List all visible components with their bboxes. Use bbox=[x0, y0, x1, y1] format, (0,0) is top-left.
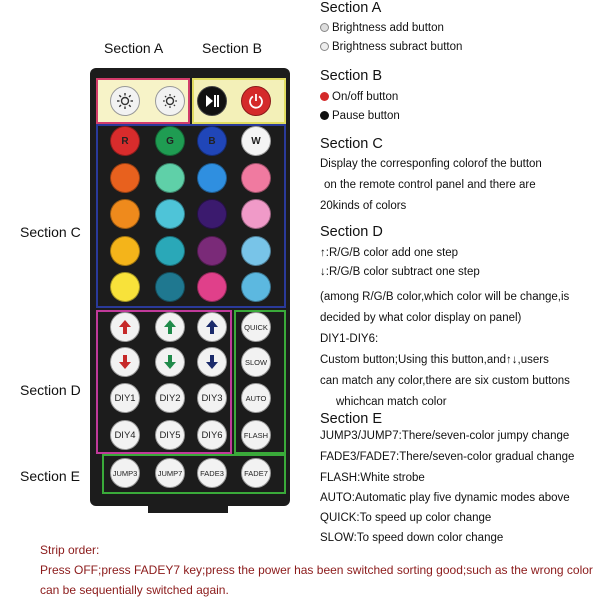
color-button-label: R bbox=[121, 135, 129, 147]
legend-e-line: AUTO:Automatic play five dynamic modes above bbox=[320, 492, 570, 504]
color-button[interactable] bbox=[110, 163, 140, 193]
strip-order-line: can be sequentially switched again. bbox=[40, 583, 229, 597]
diy1-label: DIY1 bbox=[114, 392, 136, 404]
legend-c-line: Display the corresponfing colorof the button bbox=[320, 158, 542, 170]
auto-label: AUTO bbox=[245, 393, 267, 403]
power-icon bbox=[248, 93, 264, 109]
legend-e-line: QUICK:To speed up color change bbox=[320, 512, 492, 524]
diy6-label: DIY6 bbox=[201, 429, 223, 441]
color-button[interactable] bbox=[241, 272, 271, 302]
color-button[interactable] bbox=[110, 199, 140, 229]
legend-d-line: DIY1-DIY6: bbox=[320, 333, 379, 345]
arrow-down-icon bbox=[118, 354, 132, 370]
arrow-up-icon bbox=[118, 319, 132, 335]
jump3-button[interactable] bbox=[110, 458, 140, 488]
legend-e-line: SLOW:To speed down color change bbox=[320, 532, 504, 544]
strip-order-line: Press OFF;press FADEY7 key;press the power has been switched sorting good;such as the wrong color bbox=[40, 563, 593, 577]
green-down-button[interactable] bbox=[155, 347, 185, 377]
color-button[interactable] bbox=[241, 163, 271, 193]
legend-d-line: (among R/G/B color,which color will be change,is bbox=[320, 291, 570, 303]
color-button[interactable] bbox=[197, 163, 227, 193]
label-section-b: Section B bbox=[202, 40, 262, 56]
legend-d-line: Custom button;Using this button,and↑↓,users bbox=[320, 354, 549, 366]
brightness-up-button[interactable] bbox=[110, 86, 140, 116]
fade7-button[interactable] bbox=[241, 458, 271, 488]
legend-c-line: 20kinds of colors bbox=[320, 200, 407, 212]
power-icon bbox=[320, 92, 329, 101]
color-button[interactable] bbox=[197, 272, 227, 302]
color-button-red[interactable] bbox=[110, 126, 140, 156]
color-button[interactable] bbox=[155, 199, 185, 229]
color-button-label: W bbox=[251, 135, 261, 147]
diy3-label: DIY3 bbox=[201, 392, 223, 404]
sun-icon bbox=[320, 23, 329, 32]
legend-b-title: Section B bbox=[320, 68, 383, 84]
slow-label: SLOW bbox=[244, 357, 268, 367]
fade3-label: FADE3 bbox=[200, 468, 224, 478]
slow-button[interactable] bbox=[241, 347, 271, 377]
legend-b-item: Pause button bbox=[320, 110, 400, 122]
legend-d-line: decided by what color display on panel) bbox=[320, 312, 522, 324]
legend-a-item: Brightness add button bbox=[320, 22, 444, 34]
diy1-button[interactable] bbox=[110, 383, 140, 413]
color-button[interactable] bbox=[155, 236, 185, 266]
color-button[interactable] bbox=[110, 272, 140, 302]
legend-c-title: Section C bbox=[320, 136, 383, 152]
jump3-label: JUMP3 bbox=[112, 468, 138, 478]
remote-bottom-edge bbox=[148, 505, 228, 513]
label-section-e: Section E bbox=[20, 468, 80, 484]
green-up-button[interactable] bbox=[155, 312, 185, 342]
legend-c-line: on the remote control panel and there are bbox=[324, 179, 536, 191]
diy5-button[interactable] bbox=[155, 420, 185, 450]
brightness-down-button[interactable] bbox=[155, 86, 185, 116]
quick-label: QUICK bbox=[244, 322, 268, 332]
color-button[interactable] bbox=[110, 236, 140, 266]
diy2-label: DIY2 bbox=[159, 392, 181, 404]
legend-b-item: On/off button bbox=[320, 91, 398, 103]
legend-a-item: Brightness subract button bbox=[320, 41, 462, 53]
color-button-green[interactable] bbox=[155, 126, 185, 156]
blue-up-button[interactable] bbox=[197, 312, 227, 342]
diy6-button[interactable] bbox=[197, 420, 227, 450]
color-button-blue[interactable] bbox=[197, 126, 227, 156]
legend-a-title: Section A bbox=[320, 0, 382, 16]
sun-icon bbox=[116, 92, 134, 110]
arrow-down-icon bbox=[163, 354, 177, 370]
diy5-label: DIY5 bbox=[159, 429, 181, 441]
diy4-label: DIY4 bbox=[114, 429, 136, 441]
arrow-up-icon bbox=[205, 319, 219, 335]
legend-e-line: FADE3/FADE7:There/seven-color gradual change bbox=[320, 451, 575, 463]
legend-d-line: whichcan match color bbox=[336, 396, 447, 408]
label-section-c: Section C bbox=[20, 224, 81, 240]
color-button-white[interactable] bbox=[241, 126, 271, 156]
power-button[interactable] bbox=[241, 86, 271, 116]
quick-button[interactable] bbox=[241, 312, 271, 342]
color-button[interactable] bbox=[241, 199, 271, 229]
legend-d-line: can match any color,there are six custom buttons bbox=[320, 375, 570, 387]
jump7-button[interactable] bbox=[155, 458, 185, 488]
label-section-d: Section D bbox=[20, 382, 81, 398]
red-down-button[interactable] bbox=[110, 347, 140, 377]
sun-dim-icon bbox=[320, 42, 329, 51]
flash-label: FLASH bbox=[243, 430, 269, 440]
fade3-button[interactable] bbox=[197, 458, 227, 488]
play-pause-icon bbox=[204, 94, 220, 108]
diy4-button[interactable] bbox=[110, 420, 140, 450]
diy2-button[interactable] bbox=[155, 383, 185, 413]
legend-d-line: ↓:R/G/B color subtract one step bbox=[320, 266, 480, 278]
color-button[interactable] bbox=[155, 163, 185, 193]
auto-button[interactable] bbox=[241, 383, 271, 413]
blue-down-button[interactable] bbox=[197, 347, 227, 377]
legend-e-title: Section E bbox=[320, 411, 383, 427]
legend-d-title: Section D bbox=[320, 224, 383, 240]
color-button-label: G bbox=[166, 135, 174, 147]
diy3-button[interactable] bbox=[197, 383, 227, 413]
fade7-label: FADE7 bbox=[244, 468, 268, 478]
color-button[interactable] bbox=[241, 236, 271, 266]
arrow-up-icon bbox=[163, 319, 177, 335]
color-button[interactable] bbox=[197, 199, 227, 229]
legend-d-line: ↑:R/G/B color add one step bbox=[320, 247, 459, 259]
color-button[interactable] bbox=[155, 272, 185, 302]
red-up-button[interactable] bbox=[110, 312, 140, 342]
color-button-label: B bbox=[208, 135, 216, 147]
arrow-down-icon bbox=[205, 354, 219, 370]
sun-dim-icon bbox=[161, 92, 179, 110]
color-button[interactable] bbox=[197, 236, 227, 266]
play-pause-icon bbox=[320, 111, 329, 120]
strip-order-title: Strip order: bbox=[40, 543, 100, 557]
flash-button[interactable] bbox=[241, 420, 271, 450]
pause-button[interactable] bbox=[197, 86, 227, 116]
legend-e-line: FLASH:White strobe bbox=[320, 472, 425, 484]
jump7-label: JUMP7 bbox=[157, 468, 183, 478]
label-section-a: Section A bbox=[104, 40, 164, 56]
legend-e-line: JUMP3/JUMP7:There/seven-color jumpy change bbox=[320, 430, 570, 442]
